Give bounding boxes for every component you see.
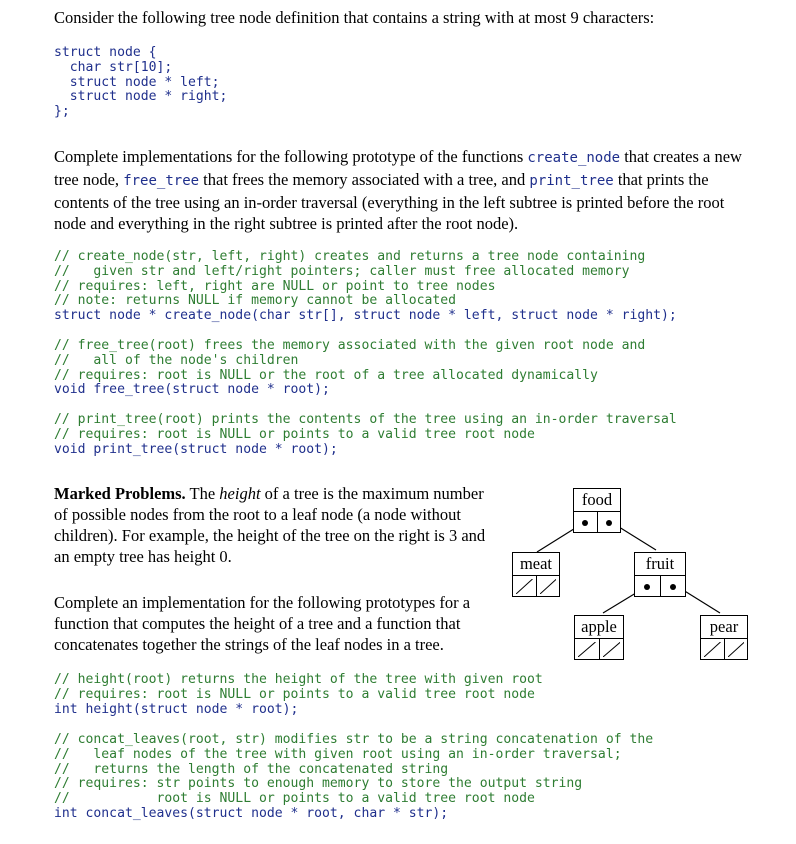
struct-line: struct node * left; <box>54 74 220 90</box>
complete-functions-paragraph: Complete implementations for the following prototype of the functions create_node that creates a new tree node, free_tree that frees the memory associated with a tree, and print_tree that prints the contents of the tree using an in-order traversal (everything in the left subtree is printed before the root node and everything in the right subtree is printed after the root node). <box>54 147 742 233</box>
null-pointer-slash <box>516 579 533 594</box>
inline-code-print-tree: print_tree <box>529 173 614 189</box>
tree-node-apple: apple <box>574 615 624 660</box>
struct-line: struct node * right; <box>54 89 228 105</box>
concat-leaves-code: // concat_leaves(root, str) modifies str to be a string concatenation of the // leaf nodes of the tree with given root using an in-order traversal; // returns the length of the concatenated string // requires: str points to enough memory to store the output string // root is NULL or points to a valid tree root node int concat_leaves(struct node * root, char * str); <box>54 732 654 821</box>
left-pointer-dot <box>644 584 650 590</box>
right-pointer-dot <box>606 520 612 526</box>
tree-node-food: food <box>573 488 621 533</box>
struct-line: struct node { <box>54 45 157 60</box>
null-pointer-slash <box>603 642 621 657</box>
null-pointer-slash <box>578 642 596 657</box>
intro-paragraph: Consider the following tree node definition that contains a string with at most 9 characters: <box>54 8 655 27</box>
null-pointer-slash <box>728 642 745 657</box>
null-pointer-slash <box>540 579 557 594</box>
height-signature: int height(struct node * root); <box>54 701 299 717</box>
struct-line: char str[10]; <box>54 59 173 75</box>
tree-node-meat: meat <box>512 552 560 597</box>
print-tree-signature: void print_tree(struct node * root); <box>54 441 338 457</box>
complete-height-paragraph: Complete an implementation for the following prototypes for a function that computes the height of a tree and a function that concatenates together the strings of the leaf nodes in a tree. <box>54 593 471 654</box>
marked-problems-heading: Marked Problems. <box>54 484 186 503</box>
free-tree-signature: void free_tree(struct node * root); <box>54 382 330 398</box>
create-node-code: // create_node(str, left, right) creates and returns a tree node containing // given str and left/right pointers; caller must free allocated memory // requires: left, right are NULL or point to tree nodes // note: returns NULL if memory cannot be allocated struct node * create_node(char str[], struct node * left, struct node * right); <box>54 249 677 324</box>
tree-node-pear: pear <box>700 615 748 660</box>
concat-leaves-signature: int concat_leaves(struct node * root, char * str); <box>54 805 449 821</box>
struct-definition <box>54 46 227 120</box>
print-tree-code: // print_tree(root) prints the contents of the tree using an in-order traversal // requires: root is NULL or points to a valid tree root node void print_tree(struct node * root); <box>54 412 677 457</box>
free-tree-code: // free_tree(root) frees the memory associated with the given root node and // all of the node's children // requires: root is NULL or the root of a tree allocated dynamically void free_tree(struct node * root); <box>54 338 646 398</box>
inline-code-free-tree: free_tree <box>123 173 200 189</box>
right-pointer-dot <box>670 584 676 590</box>
inline-code-create-node: create_node <box>527 150 621 166</box>
marked-problems-paragraph: Marked Problems. The height of a tree is the maximum number of possible nodes from the root to a leaf node (a node without children). For example, the height of the tree on the right is 3 and an empty tree has height 0. <box>54 484 486 566</box>
create-node-signature: struct node * create_node(char str[], struct node * left, struct node * right); <box>54 308 677 324</box>
height-code: // height(root) returns the height of the tree with given root // requires: root is NULL or points to a valid tree root node int height(struct node * root); <box>54 672 543 717</box>
left-pointer-dot <box>582 520 588 526</box>
tree-node-fruit: fruit <box>634 552 686 597</box>
null-pointer-slash <box>704 642 721 657</box>
struct-line: }; <box>54 104 70 120</box>
